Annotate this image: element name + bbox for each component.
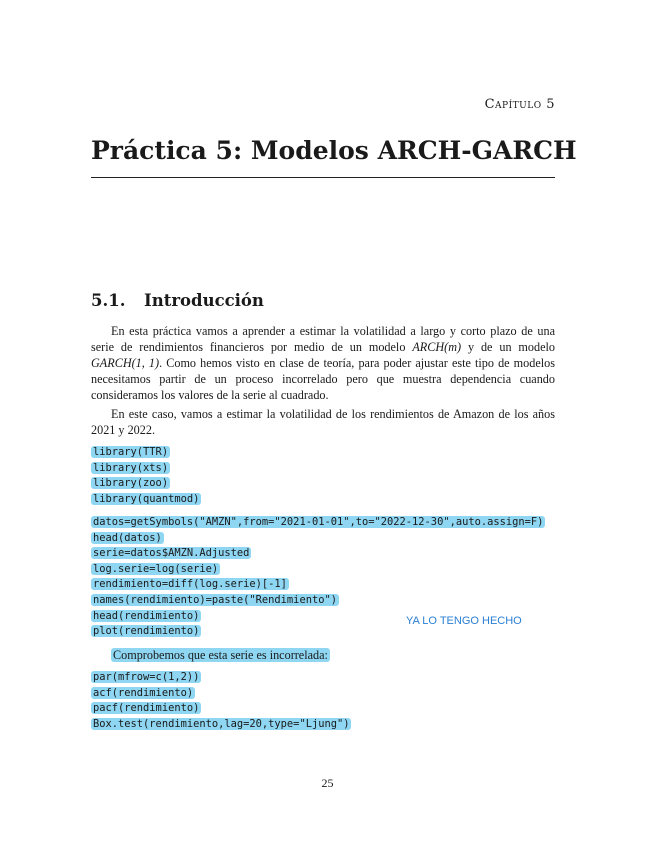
code-line: head(datos) <box>93 531 162 544</box>
code-line: library(zoo) <box>93 477 169 490</box>
code-line: names(rendimiento)=paste("Rendimiento") <box>93 593 337 606</box>
code-line: library(xts) <box>93 461 169 474</box>
handwritten-annotation: YA LO TENGO HECHO <box>406 615 522 627</box>
code-line: Box.test(rendimiento,lag=20,type="Ljung") <box>93 717 350 730</box>
highlighted-text: Comprobemos que esta serie es incorrelada: <box>113 648 328 662</box>
section-number: 5.1. <box>91 291 126 310</box>
code-line: head(rendimiento) <box>93 609 200 622</box>
code-line: pacf(rendimiento) <box>93 702 200 715</box>
arch-model-term: ARCH(m) <box>412 340 462 354</box>
code-line: library(TTR) <box>93 446 169 458</box>
title-rule <box>91 177 555 178</box>
chapter-title: Práctica 5: Modelos ARCH-GARCH <box>91 136 577 165</box>
code-line: acf(rendimiento) <box>93 686 194 699</box>
intro-text-b: y de un modelo <box>461 340 555 354</box>
section-title: Introducción <box>144 291 264 310</box>
amazon-paragraph: En este caso, vamos a estimar la volatilidad de los rendimientos de Amazon de los años 2021 y 2022. <box>91 407 555 437</box>
code-line: plot(rendimiento) <box>93 625 200 638</box>
code-line: library(quantmod) <box>93 492 200 505</box>
code-block-libraries <box>91 445 201 507</box>
garch-model-term: GARCH(1, 1) <box>91 356 160 370</box>
code-line: datos=getSymbols("AMZN",from="2021-01-01",to="2022-12-30",auto.assign=F) <box>93 516 544 528</box>
code-block-tests <box>91 670 351 732</box>
code-line: log.serie=log(serie) <box>93 562 219 575</box>
section-heading <box>91 291 264 310</box>
intro-paragraph <box>91 323 555 403</box>
chapter-label: Capítulo 5 <box>484 97 555 112</box>
code-line: par(mfrow=c(1,2)) <box>93 671 200 683</box>
page-number: 25 <box>321 776 334 790</box>
code-line: rendimiento=diff(log.serie)[-1] <box>93 578 287 591</box>
correlation-paragraph <box>91 647 555 663</box>
intro-text-a: En esta práctica vamos a aprender a estimar la volatilidad a largo y corto plazo de una serie de rendimientos financieros por medio de un modelo <box>91 324 555 354</box>
code-line: serie=datos$AMZN.Adjusted <box>93 547 250 560</box>
intro-text-c: . Como hemos visto en clase de teoría, para poder ajustar este tipo de modelos necesitamos partir de un proceso incorrelado pero que muestra dependencia cuando consideramos los valores de la serie al cuadrado. <box>91 356 555 402</box>
